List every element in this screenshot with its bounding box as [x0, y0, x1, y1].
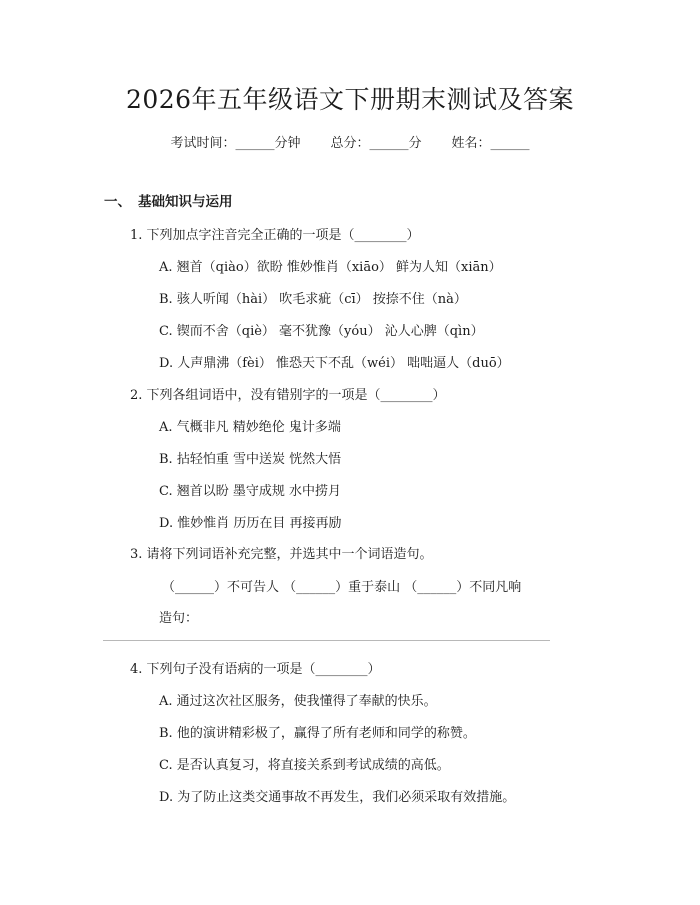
question-2-stem: 2. 下列各组词语中，没有错别字的一项是（________）	[130, 388, 446, 403]
question-4-option-b: B. 他的演讲精彩极了，赢得了所有老师和同学的称赞。	[159, 726, 476, 741]
section-number: 一、	[104, 194, 131, 210]
question-4-option-d: D. 为了防止这类交通事故不再发生，我们必须采取有效措施。	[159, 790, 516, 805]
question-2-option-d: D. 惟妙惟肖 历历在目 再接再励	[159, 516, 342, 531]
question-1-option-a: A. 翘首（qiào）欲盼 惟妙惟肖（xiāo） 鲜为人知（xiān）	[159, 260, 502, 275]
question-2-option-b: B. 拈轻怕重 雪中送炭 恍然大悟	[159, 452, 342, 467]
exam-info-line	[0, 132, 700, 151]
question-4-stem: 4. 下列句子没有语病的一项是（________）	[130, 662, 381, 677]
total-score-field: 总分：______分	[330, 136, 422, 151]
question-2-option-c: C. 翘首以盼 墨守成规 水中捞月	[159, 484, 342, 499]
answer-line	[103, 640, 550, 641]
question-1-option-c: C. 锲而不舍（qiè） 毫不犹豫（yóu） 沁人心脾（qìn）	[159, 324, 484, 339]
question-4-option-c: C. 是否认真复习，将直接关系到考试成绩的高低。	[159, 758, 450, 773]
question-3-stem: 3. 请将下列词语补充完整，并选其中一个词语造句。	[130, 547, 433, 562]
section-title: 基础知识与运用	[138, 194, 233, 210]
question-4-option-a: A. 通过这次社区服务，使我懂得了奉献的快乐。	[159, 694, 437, 709]
question-1-stem: 1. 下列加点字注音完全正确的一项是（________）	[130, 228, 420, 243]
section-heading	[104, 190, 233, 210]
question-3-sentence-label: 造句：	[159, 611, 199, 626]
document-title: 2026年五年级语文下册期末测试及答案	[125, 85, 575, 114]
question-1-option-b: B. 骇人听闻（hài） 吹毛求疵（cī） 按捺不住（nà）	[159, 292, 467, 307]
question-3-fill-blanks: （______）不可告人 （______）重于泰山 （______）不同凡响	[162, 580, 522, 595]
question-1-option-d: D. 人声鼎沸（fèi） 惟恐天下不乱（wéi） 咄咄逼人（duō）	[159, 356, 510, 371]
question-2-option-a: A. 气概非凡 精妙绝伦 鬼计多端	[159, 420, 341, 435]
student-name-field: 姓名：______	[451, 136, 530, 151]
exam-time-field: 考试时间：______分钟	[170, 136, 301, 151]
